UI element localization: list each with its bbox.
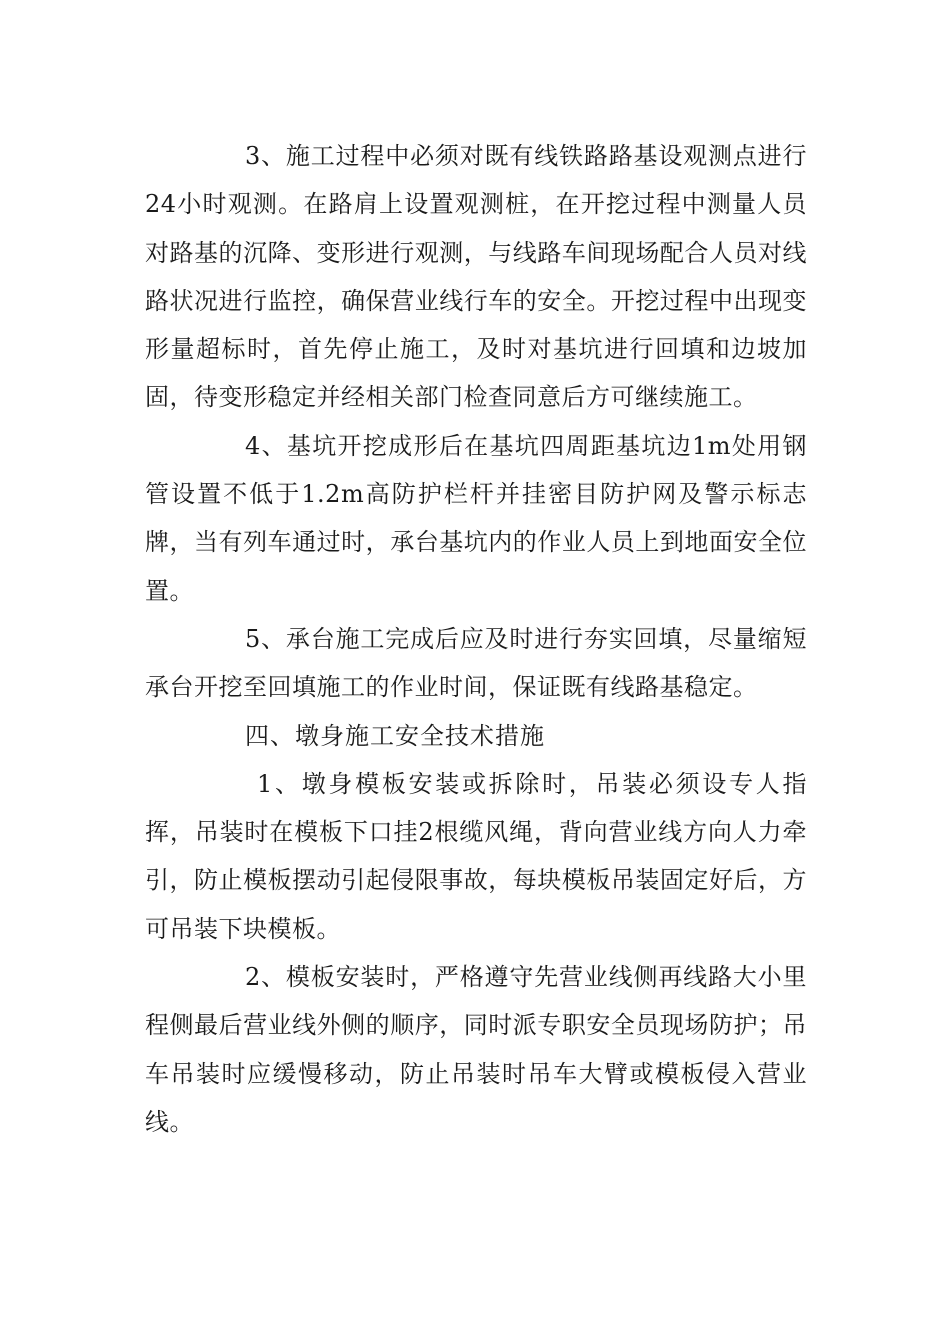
document-body [145,132,807,1146]
paragraph-item-4: 4、基坑开挖成形后在基坑四周距基坑边1m处用钢管设置不低于1.2m高防护栏杆并挂密目防护网及警示标志牌，当有列车通过时，承台基坑内的作业人员上到地面安全位置。 [145,431,807,605]
paragraph-item-3: 3、施工过程中必须对既有线铁路路基设观测点进行24小时观测。在路肩上设置观测桩，在开挖过程中测量人员对路基的沉降、变形进行观测，与线路车间现场配合人员对线路状况进行监控，确保营业线行车的安全。开挖过程中出现变形量超标时，首先停止施工，及时对基坑进行回填和边坡加固，待变形稳定并经相关部门检查同意后方可继续施工。 [145,142,807,412]
section-paragraph-2: 2、模板安装时，严格遵守先营业线侧再线路大小里程侧最后营业线外侧的顺序，同时派专职安全员现场防护；吊车吊装时应缓慢移动，防止吊装时吊车大臂或模板侵入营业线。 [145,963,807,1136]
section-paragraph-1: 1、墩身模板安装或拆除时，吊装必须设专人指挥，吊装时在模板下口挂2根缆风绳，背向营业线方向人力牵引，防止模板摆动引起侵限事故，每块模板吊装固定好后，方可吊装下块模板。 [145,769,807,943]
section-heading: 四、墩身施工安全技术措施 [245,721,545,750]
paragraph-item-5: 5、承台施工完成后应及时进行夯实回填，尽量缩短承台开挖至回填施工的作业时间，保证既有线路基稳定。 [145,624,807,702]
